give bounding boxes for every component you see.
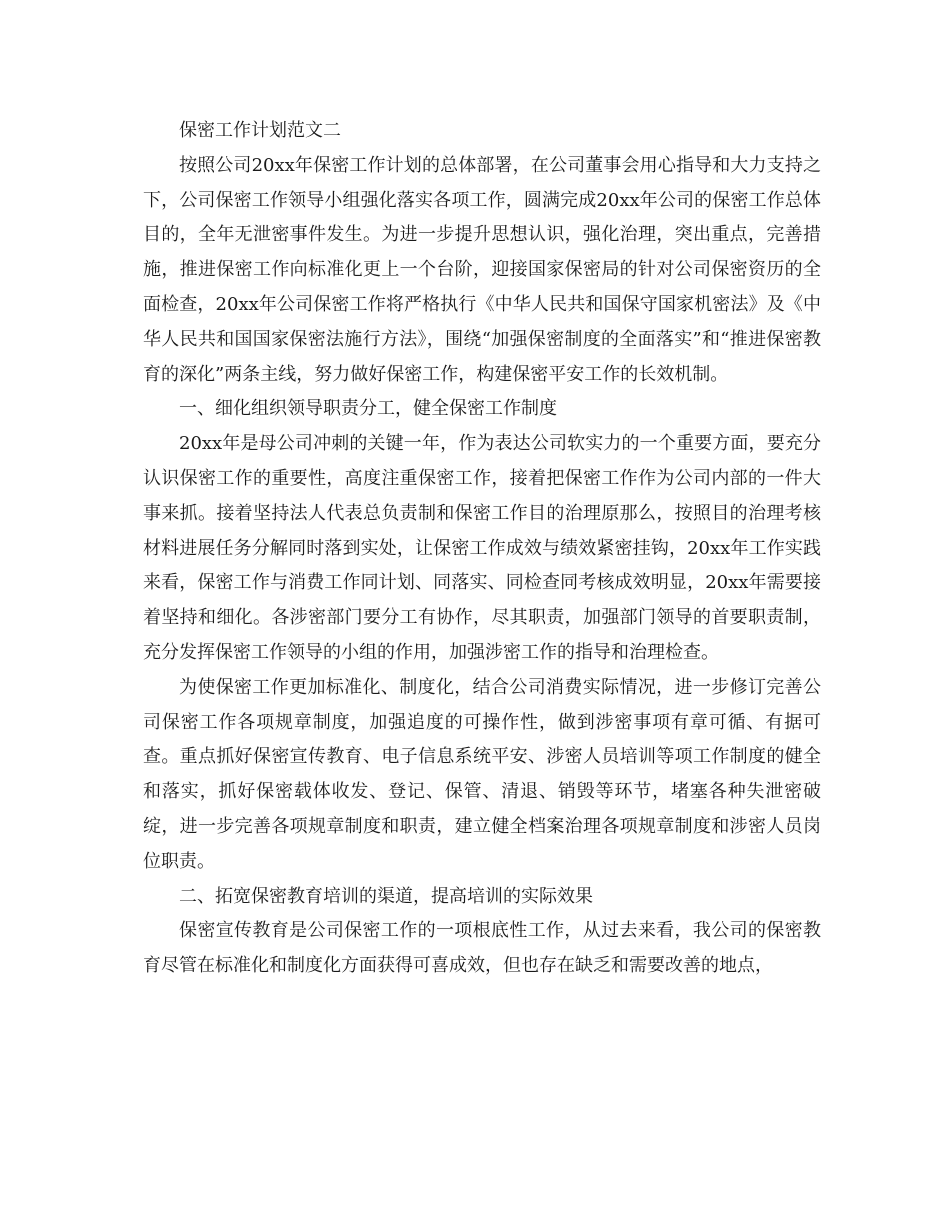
document-title: 保密工作计划范文二: [179, 120, 341, 141]
paragraph-section-2-a: 保密宣传教育是公司保密工作的一项根底性工作，从过去来看，我公司的保密教育尽管在标准化和制度化方面获得可喜成效，但也存在缺乏和需要改善的地点，: [143, 920, 821, 977]
document-body: [143, 114, 821, 984]
section-heading-1: 一、细化组织领导职责分工，健全保密工作制度: [179, 398, 557, 420]
section-heading-2: 二、拓宽保密教育培训的渠道，提高培训的实际效果: [179, 885, 593, 907]
paragraph-section-1-b: 为使保密工作更加标准化、制度化，结合公司消费实际情况，进一步修订完善公司保密工作各项规章制度，加强追度的可操作性，做到涉密事项有章可循、有据可查。重点抓好保密宣传教育、电子信息系统平安、涉密人员培训等项工作制度的健全和落实，抓好保密载体收发、登记、保管、清退、销毁等环节，堵塞各种失泄密破绽，进一步完善各项规章制度和职责，建立健全档案治理各项规章制度和涉密人员岗位职责。: [143, 676, 821, 872]
paragraph-intro: 按照公司20xx年保密工作计划的总体部署，在公司董事会用心指导和大力支持之下，公司保密工作领导小组强化落实各项工作，圆满完成20xx年公司的保密工作总体目的，全年无泄密事件发生。为进一步提升思想认识，强化治理，突出重点，完善措施，推进保密工作向标准化更上一个台阶，迎接国家保密局的针对公司保密资历的全面检查，20xx年公司保密工作将严格执行《中华人民共和国保守国家机密法》及《中华人民共和国国家保密法施行方法》，围绕“加强保密制度的全面落实”和“推进保密教育的深化”两条主线，努力做好保密工作，构建保密平安工作的长效机制。: [143, 154, 821, 385]
paragraph-section-1-a: 20xx年是母公司冲刺的关键一年，作为表达公司软实力的一个重要方面，要充分认识保密工作的重要性，高度注重保密工作，接着把保密工作作为公司内部的一件大事来抓。接着坚持法人代表总负责制和保密工作目的治理原那么，按照目的治理考核材料进展任务分解同时落到实处，让保密工作成效与绩效紧密挂钩，20xx年工作实践来看，保密工作与消费工作同计划、同落实、同检查同考核成效明显，20xx年需要接着坚持和细化。各涉密部门要分工有协作，尽其职责，加强部门领导的首要职责制，充分发挥保密工作领导的小组的作用，加强涉密工作的指导和治理检查。: [143, 433, 821, 663]
